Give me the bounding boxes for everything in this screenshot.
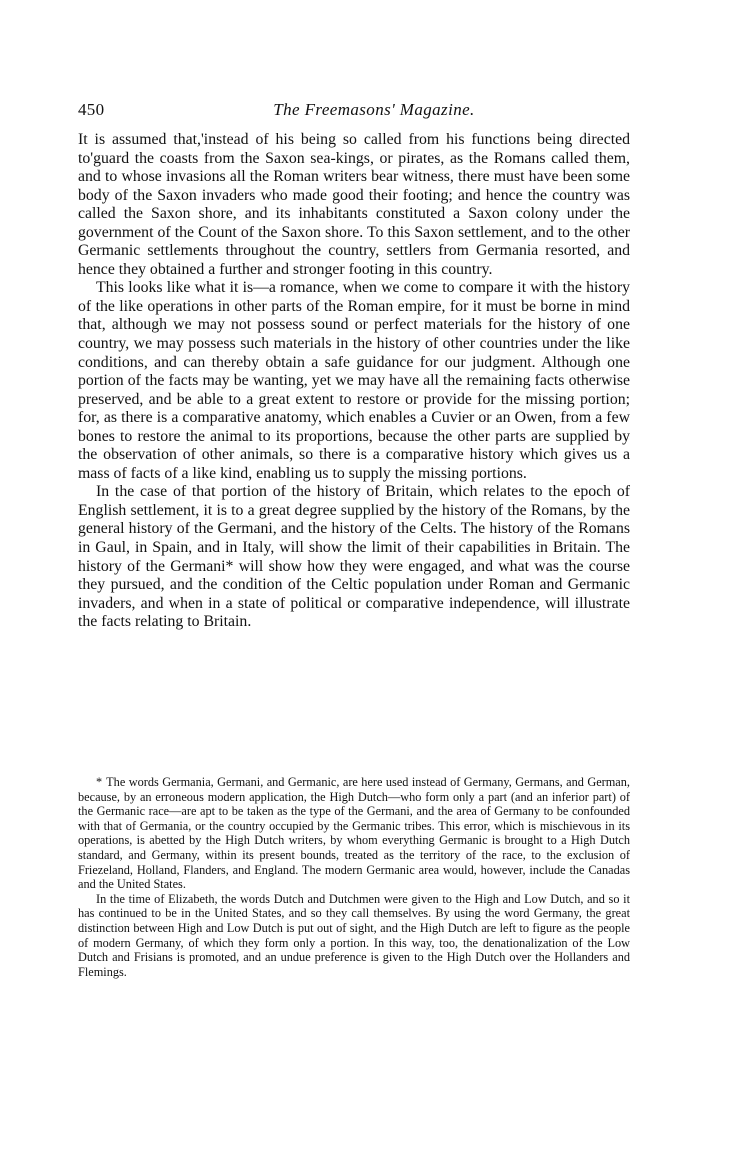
body-paragraph: It is assumed that,'instead of his being so called from his functions being directed to'guard the coasts from the Saxon sea-kings, or pirates, as the Romans called them, and to whose invasions all the Roman writers bear witness, there must have been some body of the Saxon invaders who made good their footing; and hence the country was called the Saxon shore, and its inhabitants constituted a Saxon colony under the government of the Count of the Saxon shore. To this Saxon settlement, and to the other Germanic settlements throughout the country, settlers from Germania resorted, and hence they obtained a further and stronger footing in this country.: [78, 131, 630, 278]
page-number: 450: [78, 100, 105, 119]
footnote-paragraph: In the time of Elizabeth, the words Dutch and Dutchmen were given to the High and Low Dutch, and so it has continued to be in the United States, and so they call themselves. By using the word Germany, the great distinction between High and Low Dutch is put out of sight, and the High Dutch are left to figure as the people of modern Germany, of which they form only a portion. In this way, too, the denationalization of the Low Dutch and Frisians is promoted, and an undue preference is given to the High Dutch over the Hollanders and Flemings.: [78, 891, 630, 979]
running-title: The Freemasons' Magazine.: [273, 100, 475, 119]
body-paragraph: This looks like what it is—a romance, when we come to compare it with the history of the like operations in other parts of the Roman empire, for it must be borne in mind that, although we may not possess sound or perfect materials for the history of one country, we may possess such materials in the history of other countries under the like conditions, and can thereby obtain a safe guidance for our judgment. Although one portion of the facts may be wanting, yet we may have all the remaining facts otherwise preserved, and be able to a great extent to restore or provide for the missing portion; for, as there is a comparative anatomy, which enables a Cuvier or an Owen, from a few bones to restore the animal to its proportions, because the other parts are supplied by the observation of other animals, so there is a comparative history which gives us a mass of facts of a like kind, enabling us to supply the missing portions.: [78, 279, 630, 482]
footnotes: [78, 775, 630, 979]
body-paragraph: In the case of that portion of the history of Britain, which relates to the epoch of English settlement, it is to a great degree supplied by the history of the Romans, by the general history of the Germani, and the history of the Celts. The history of the Romans in Gaul, in Spain, and in Italy, will show the limit of their capabilities in Britain. The history of the Germani* will show how they were engaged, and what was the course they pursued, and the condition of the Celtic population under Roman and Germanic invaders, and when in a state of political or comparative independence, will illustrate the facts relating to Britain.: [78, 483, 630, 631]
footnote-paragraph: [78, 775, 630, 892]
page-header: [78, 100, 670, 126]
footnote-marker: *: [96, 775, 103, 789]
main-body-text: [78, 131, 630, 632]
footnote-text: The words Germania, Germani, and Germanic, are here used instead of Germany, Germans, and German, because, by an erroneous modern application, the High Dutch—who form only a part (and an inferior part) of the Germanic race—are apt to be taken as the type of the Germani, and the area of Germany to be confounded with that of Germania, or the country occupied by the Germanic tribes. This error, which is mischievous in its operations, is abetted by the High Dutch writers, by whom everything Germanic is brought to a High Dutch standard, and Germany, within its present bounds, treated as the territory of the race, to the exclusion of Friezeland, Holland, Flanders, and England. The modern Germanic area would, however, include the Canadas and the United States.: [78, 775, 630, 892]
